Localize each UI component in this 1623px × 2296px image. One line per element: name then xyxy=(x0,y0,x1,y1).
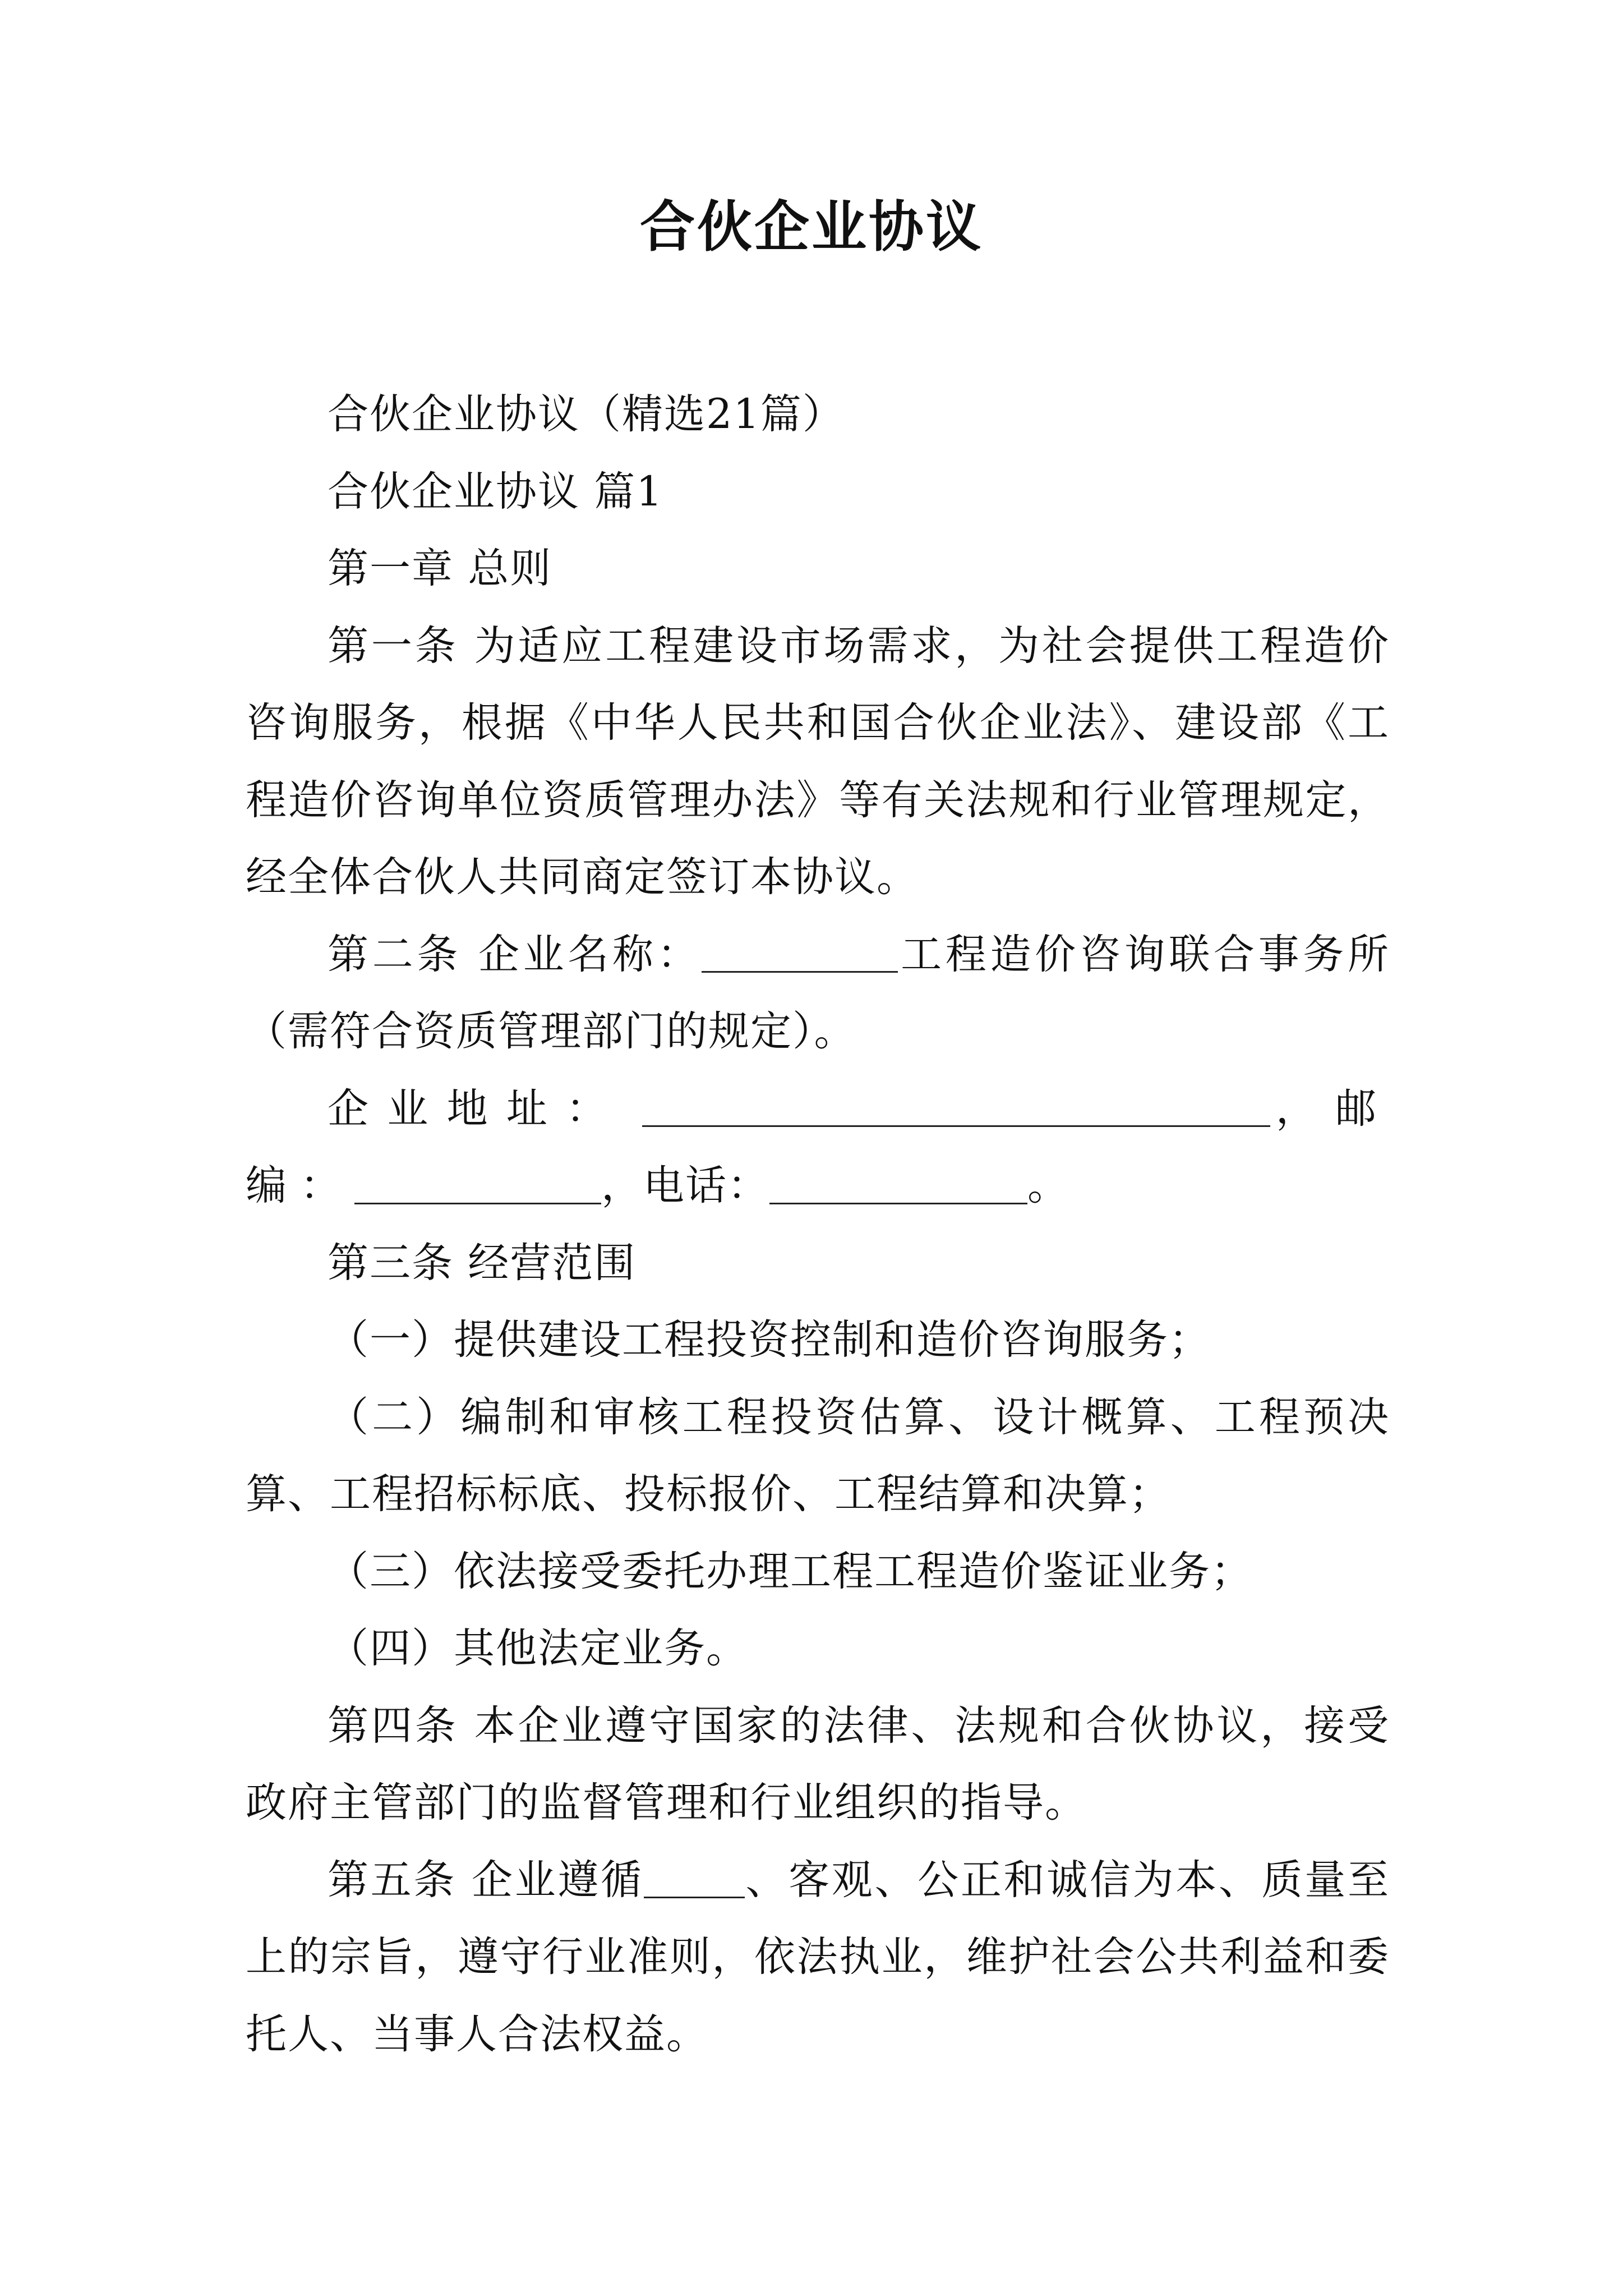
address-label: 企业地址： xyxy=(328,1084,626,1133)
clause-2-text: 工程造价咨询联合事务所（需符合资质管理部门的规定）。 xyxy=(246,930,1390,1055)
article-heading: 合伙企业协议 篇1 xyxy=(328,467,663,516)
clause-5-label: 第五条 企业遵循 xyxy=(328,1856,644,1904)
address-line xyxy=(246,1070,1390,1225)
clause-4: 第四条 本企业遵守国家的法律、法规和合伙协议，接受政府主管部门的监督管理和行业组织的指导。 xyxy=(246,1701,1390,1826)
scope-item-4: （四）其他法定业务。 xyxy=(328,1625,748,1672)
address-line-end: 。 xyxy=(1027,1162,1069,1209)
clause-1: 第一条 为适应工程建设市场需求，为社会提供工程造价咨询服务，根据《中华人民共和国合伙企业法》、建设部《工程造价咨询单位资质管理办法》等有关法规和行业管理规定，经全体合伙人共同商定签订本协议。 xyxy=(246,622,1390,901)
chapter-heading: 第一章 总则 xyxy=(328,545,552,592)
clause-5-text: 、客观、公正和诚信为本、质量至上的宗旨，遵守行业准则，依法执业，维护社会公共利益和委托人、当事人合法权益。 xyxy=(246,1856,1390,2058)
blank-address xyxy=(642,1087,1270,1127)
document-title: 合伙企业协议 xyxy=(639,195,983,259)
clause-2 xyxy=(246,916,1390,1070)
clause-5 xyxy=(246,1842,1390,2073)
blank-principle xyxy=(644,1858,745,1898)
scope-item-3: （三）依法接受委托办理工程工程造价鉴证业务； xyxy=(328,1547,1253,1595)
collection-heading: 合伙企业协议（精选21篇） xyxy=(328,390,845,438)
clause-3: 第三条 经营范围 xyxy=(328,1239,637,1287)
postcode-label: ，邮编： xyxy=(246,1084,1390,1209)
blank-enterprise-name xyxy=(702,932,898,973)
clause-2-label: 第二条 企业名称： xyxy=(328,930,702,978)
scope-item-2: （二）编制和审核工程投资估算、设计概算、工程预决算、工程招标标底、投标报价、工程结算和决算； xyxy=(246,1393,1390,1518)
blank-phone xyxy=(769,1163,1027,1204)
phone-label: ，电话： xyxy=(601,1162,769,1209)
scope-item-1: （一）提供建设工程投资控制和造价咨询服务； xyxy=(328,1316,1211,1364)
blank-postcode xyxy=(354,1163,601,1204)
document-body xyxy=(246,376,1390,2073)
